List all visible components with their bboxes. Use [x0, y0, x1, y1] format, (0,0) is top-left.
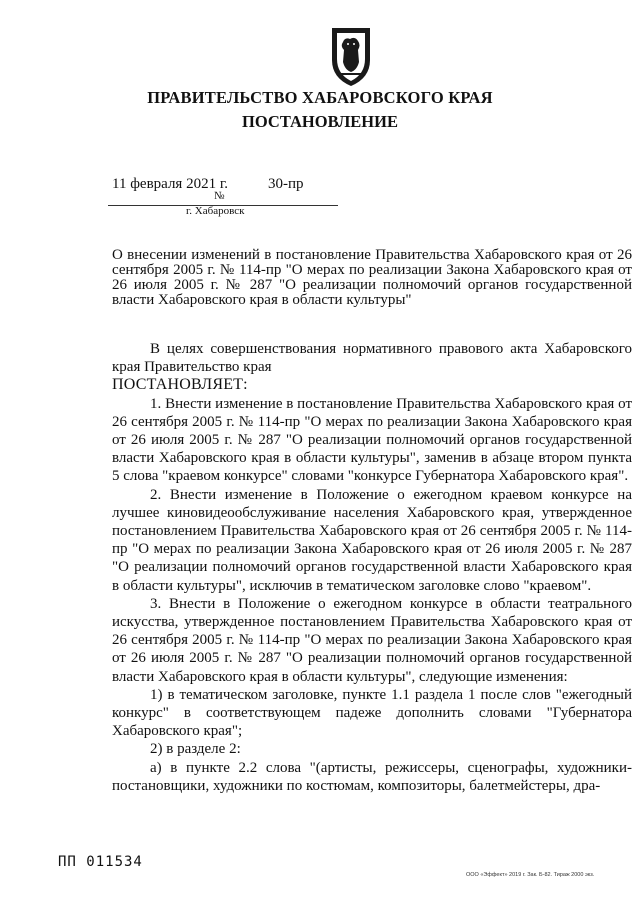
document-city: г. Хабаровск — [186, 205, 245, 217]
organization-title: ПРАВИТЕЛЬСТВО ХАБАРОВСКОГО КРАЯ — [147, 88, 493, 107]
subparagraph-2a: а) в пункте 2.2 слова "(артисты, режиссеры, сценографы, художники-постановщики, художники по костюмам, композиторы, балетмейстеры, дра- — [112, 759, 632, 794]
document-number: 30-пр — [268, 176, 304, 192]
ruling-word: ПОСТАНОВЛЯЕТ: — [112, 376, 248, 394]
document-subject: О внесении изменений в постановление Правительства Хабаровского края от 26 сентября 2005 г. № 114-пр "О мерах по реализации Закона Хабаровского края от 26 июля 2005 г. № 287 "О реализации полномочий органов государственной власти Хабаровского края в области культуры" — [112, 247, 632, 308]
subparagraph-1: 1) в тематическом заголовке, пункте 1.1 раздела 1 после слов "ежегодный конкурс" в соответствующем падеже дополнить словами "Губернатора Хабаровского края"; — [112, 686, 632, 740]
coat-of-arms-bear-icon — [326, 24, 376, 88]
document-body — [112, 340, 632, 795]
paragraph-1: 1. Внести изменение в постановление Правительства Хабаровского края от 26 сентября 2005 г. № 114-пр "О мерах по реализации Закона Хабаровского края от 26 июля 2005 г. № 287 "О реализации полномочий органов государственной власти Хабаровского края в области культуры", заменив в абзаце втором пункта 5 слова "краевом конкурсе" словами "конкурсе Губернатора Хабаровского края". — [112, 395, 632, 485]
subparagraph-2: 2) в разделе 2: — [150, 741, 241, 758]
paragraph-3: 3. Внести в Положение о ежегодном конкурсе в области театрального искусства, утвержденное постановлением Правительства Хабаровского края от 26 сентября 2005 г. № 114-пр "О мерах по реализации Закона Хабаровского края от 26 июля 2005 г. № 287 "О реализации полномочий органов государственной власти Хабаровского края в области культуры", следующие изменения: — [112, 595, 632, 685]
print-info: ООО «Эффект» 2019 г. Зак. Б-82. Тираж 2000 экз. — [466, 872, 595, 878]
preamble: В целях совершенствования нормативного правового акта Хабаровского края Правительство края — [112, 341, 632, 376]
document-type: ПОСТАНОВЛЕНИЕ — [242, 112, 398, 131]
document-date: 11 февраля 2021 г. — [112, 176, 229, 192]
serial-number: ПП 011534 — [58, 854, 143, 870]
number-label: № — [214, 190, 225, 202]
paragraph-2: 2. Внести изменение в Положение о ежегодном краевом конкурсе на лучшее киновидеообслуживание населения Хабаровского края, утвержденное постановлением Правительства Хабаровского края от 26 сентября 2005 г. № 114-пр "О мерах по реализации Закона Хабаровского края от 26 июля 2005 г. № 287 "О реализации полномочий органов государственной власти Хабаровского края в области культуры", исключив в тематическом заголовке слово "краевом". — [112, 486, 632, 594]
